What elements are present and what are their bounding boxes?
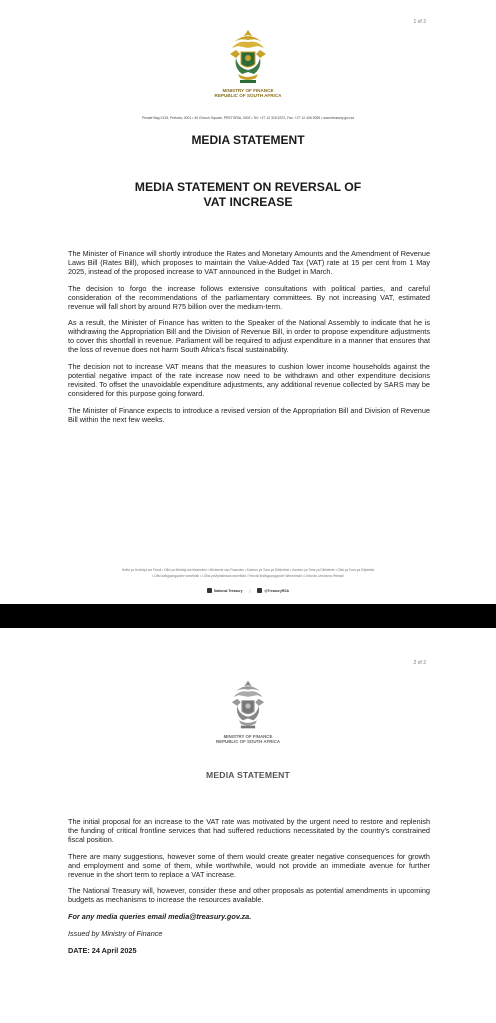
media-statement-label: MEDIA STATEMENT (206, 770, 290, 780)
paragraph: The Minister of Finance will shortly introduce the Rates and Monetary Amounts and the Amendment of Revenue Laws Bill (Rates Bill), which proposes to maintain the Value-Added Tax (VAT) rate at 15 per cent from 1 May 2025, instead of the proposed increase to VAT announced in the Budget in March. (68, 249, 430, 276)
coat-of-arms-icon (230, 679, 266, 731)
paragraph: There are many suggestions, however some of them would create greater negative consequences for growth and employment and some of them, while worthwhile, would not provide an immediate avenue for further revenue in the short term to replace a VAT increase. (68, 851, 430, 879)
issued-by-line: Issued by Ministry of Finance (68, 929, 163, 939)
coat-of-arms-icon (228, 28, 268, 86)
paragraph: The initial proposal for an increase to the VAT rate was motivated by the urgent need to restore and replenish the funding of critical frontline services that had suffered reductions necessitated by the country's constrained fiscal position. (68, 817, 430, 844)
social-separator: | (249, 588, 251, 593)
page-number: 1 of 2 (413, 19, 426, 25)
footer-language-line: Hofisi ya Holokiya wa Timali • Ofisi ya Mirisitja wa Masheleni • Ministerie van Finansies • Kantoro ya Tona ya Ditšhelete • Kantoro ya Tona ya Ditšhelete • Ofisi ya Tona ya Ditjhelete (121, 568, 375, 572)
statement-title (80, 180, 416, 210)
contact-address: Private Bag X115, Pretoria, 0001 • 40 Church Square, PRETORIA, 0002 • Tel: +27 12 315 5372, Fax: +27 12 406 9055 • www.treasury.gov.za (141, 116, 355, 120)
paragraph: As a result, the Minister of Finance has written to the Speaker of the National Assembly to indicate that he is withdrawing the Appropriation Bill and the Division of Revenue Bill, in order to propose expenditure adjustments to cover this shortfall in revenue. Parliament will be required to adjust expenditure in a manner that ensures that the loss of revenue does not harm South Africa's fiscal sustainability. (68, 318, 430, 355)
statement-body (68, 250, 430, 433)
footer-languages (70, 568, 426, 579)
media-statement-label: MEDIA STATEMENT (191, 133, 305, 147)
ministry-heading (0, 88, 496, 99)
ministry-name: MINISTRY OF FINANCE (222, 88, 274, 93)
country-name: REPUBLIC OF SOUTH AFRICA (216, 739, 280, 745)
facebook-handle[interactable]: National Treasury (214, 588, 243, 593)
twitter-handle[interactable]: @TreasuryRSA (264, 588, 289, 593)
paragraph: The decision not to increase VAT means that the measures to cushion lower income households against the potential negative impact of the rate increase now need to be withdrawn and other expenditure decisions revisited. To offset the unavoidable expenditure adjustments, any additional revenue collected by SARS may be considered for this purpose going forward. (68, 362, 430, 398)
ministry-heading (0, 734, 496, 744)
media-query-line: For any media queries email media@treasury.gov.za. (68, 912, 252, 922)
title-line: VAT INCREASE (203, 195, 293, 209)
twitter-icon (257, 588, 262, 593)
ministry-name: MINISTRY OF FINANCE (223, 734, 273, 739)
document-page-2 (0, 628, 496, 1023)
statement-body (68, 818, 430, 964)
country-name: REPUBLIC OF SOUTH AFRICA (214, 93, 282, 99)
date-line: DATE: 24 April 2025 (68, 946, 137, 956)
page-number: 2 of 2 (413, 660, 426, 666)
paragraph: The decision to forgo the increase follows extensive consultations with political parties, and careful consideration of the recommendations of the parliamentary committees. By not increasing VAT, estimated revenue will fall short by around R75 billion over the medium-term. (68, 283, 430, 311)
paragraph: The Minister of Finance expects to introduce a revised version of the Appropriation Bill and Division of Revenue Bill within the next few weeks. (68, 405, 430, 424)
facebook-icon (207, 588, 212, 593)
social-links (0, 588, 496, 593)
title-line: MEDIA STATEMENT ON REVERSAL OF (134, 180, 362, 194)
footer-language-line: I-Ofisi kaNgqongqoshe wezeMali • I-Ofisi yoMphathiswa wezeMali • Hhovisi likaNgqongqoshe Wezezimali • Lihhovisi Lendvuna Yetimali (152, 573, 344, 578)
paragraph: The National Treasury will, however, consider these and other proposals as potential amendments in upcoming budgets as mechanisms to increase the resources available. (68, 886, 430, 905)
